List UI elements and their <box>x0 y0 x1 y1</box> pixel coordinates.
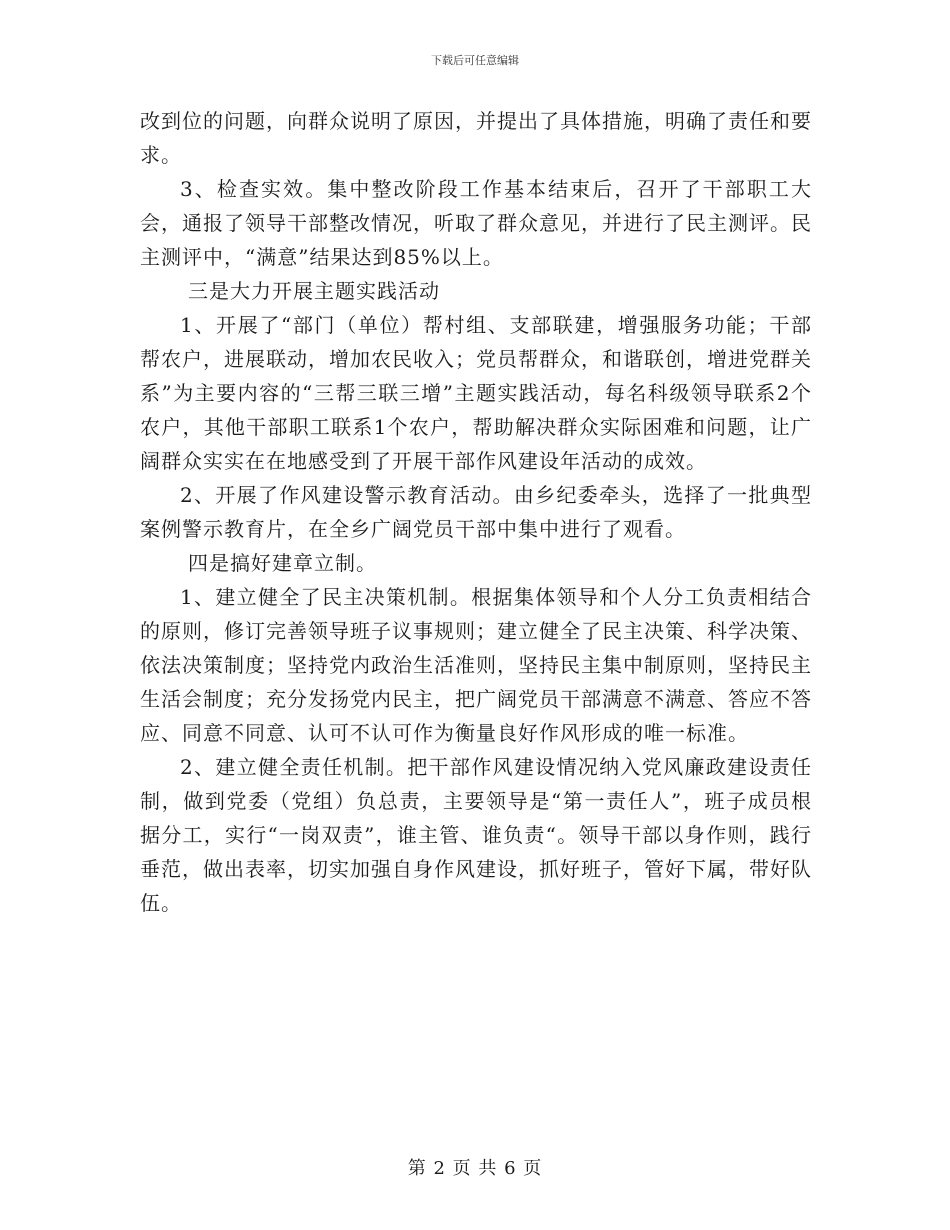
paragraph-responsibility-mechanism: 2、建立健全责任机制。把干部作风建设情况纳入党风廉政建设责任制，做到党委（党组）负总责，主要领导是“第一责任人”，班子成员根据分工，实行“一岗双责”，谁主管、谁负责“。领导干部以身作则，践行垂范，做出表率，切实加强自身作风建设，抓好班子，管好下属，带好队伍。 <box>140 755 812 915</box>
paragraph-continuation: 改到位的问题，向群众说明了原因，并提出了具体措施，明确了责任和要求。 <box>140 109 812 167</box>
paragraph-theme-activity: 1、开展了“部门（单位）帮村组、支部联建，增强服务功能；干部帮农户，进展联动，增加农民收入；党员帮群众，和谐联创，增进党群关系”为主要内容的“三帮三联三增”主题实践活动，每名科级领导联系2个农户，其他干部职工联系1个农户，帮助解决群众实际困难和问题，让广阔群众实实在在地感受到了开展干部作风建设年活动的成效。 <box>140 313 812 473</box>
section-heading-practice-activities: 三是大力开展主题实践活动 <box>188 279 440 303</box>
document-body <box>140 104 812 920</box>
paragraph-democratic-decision: 1、建立健全了民主决策机制。根据集体领导和个人分工负责相结合的原则，修订完善领导班子议事规则；建立健全了民主决策、科学决策、依法决策制度；坚持党内政治生活准则，坚持民主集中制原则，坚持民主生活会制度；充分发扬党内民主，把广阔党员干部满意不满意、答应不答应、同意不同意、认可不认可作为衡量良好作风形成的唯一标准。 <box>140 585 812 745</box>
paragraph-inspect-results: 3、检查实效。集中整改阶段工作基本结束后，召开了干部职工大会，通报了领导干部整改情况，听取了群众意见，并进行了民主测评。民主测评中，“满意”结果达到85%以上。 <box>140 177 812 269</box>
paragraph-warning-education: 2、开展了作风建设警示教育活动。由乡纪委牵头，选择了一批典型案例警示教育片，在全乡广阔党员干部中集中进行了观看。 <box>140 483 812 541</box>
page-number: 第 2 页 共 6 页 <box>407 1158 543 1179</box>
section-heading-rules: 四是搞好建章立制。 <box>188 551 377 575</box>
page-header: 下载后可任意编辑 <box>431 54 519 67</box>
